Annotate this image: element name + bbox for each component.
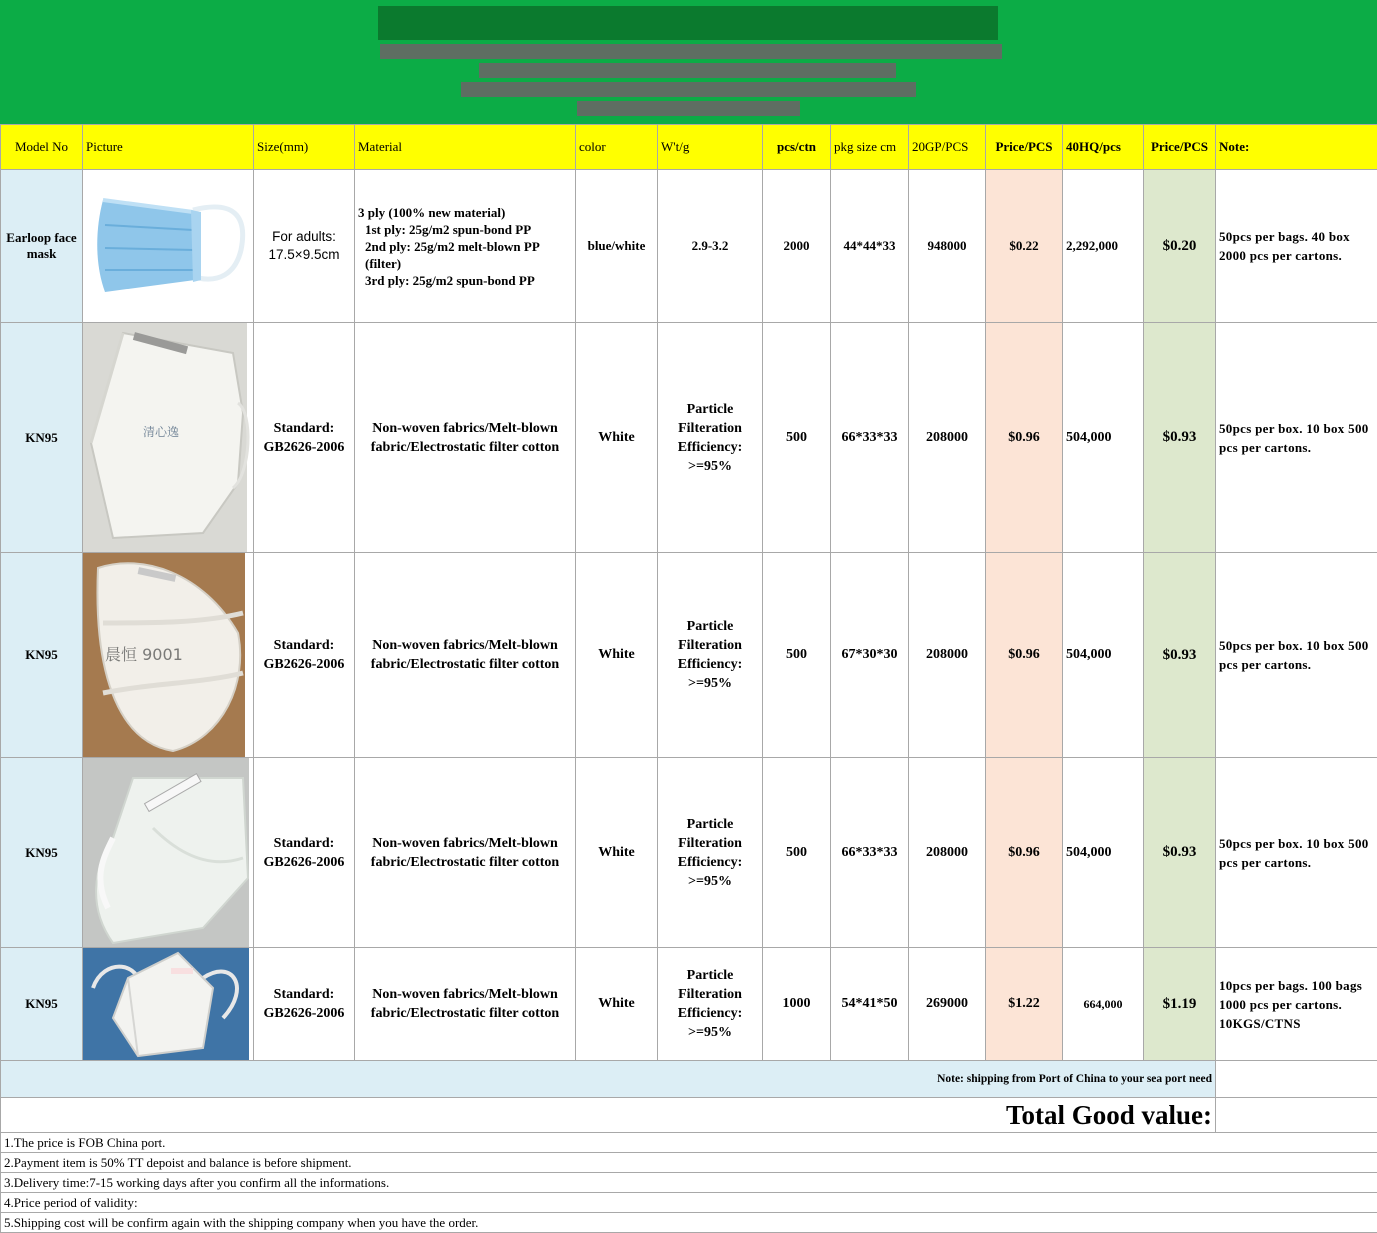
- shipping-value-cell: [1216, 1061, 1377, 1098]
- price-20gp-cell: $0.96: [986, 553, 1063, 758]
- pcs-ctn-cell: 500: [763, 758, 831, 948]
- color-cell: blue/white: [576, 170, 658, 323]
- note-cell: 50pcs per bags. 40 box 2000 pcs per cartons.: [1216, 170, 1377, 323]
- hq40-cell: 2,292,000: [1063, 170, 1144, 323]
- price-20gp-cell: $0.22: [986, 170, 1063, 323]
- table-row: [1, 323, 1377, 553]
- header-size: Size(mm): [254, 125, 355, 170]
- header-pkg-size: pkg size cm: [831, 125, 909, 170]
- term-item: 5.Shipping cost will be confirm again with the shipping company when you have the order.: [1, 1213, 1377, 1233]
- product-photo: [83, 948, 254, 1061]
- product-photo: [83, 323, 254, 553]
- material-line: 3rd ply: 25g/m2 spun-bond PP: [358, 272, 572, 289]
- pkg-size-cell: 66*33*33: [831, 758, 909, 948]
- redacted-subtitle-bar: [479, 63, 896, 78]
- price-40hq-cell: $0.93: [1144, 553, 1216, 758]
- color-cell: White: [576, 758, 658, 948]
- pcs-ctn-cell: 500: [763, 553, 831, 758]
- header-material: Material: [355, 125, 576, 170]
- note-cell: 50pcs per box. 10 box 500 pcs per cartons.: [1216, 758, 1377, 948]
- price-40hq-cell: $0.93: [1144, 323, 1216, 553]
- term-row: [1, 1173, 1377, 1193]
- size-cell: Standard: GB2626-2006: [254, 758, 355, 948]
- kn95-mask-icon: [83, 758, 254, 947]
- redacted-subtitle-bar: [461, 82, 916, 97]
- material-line: 2nd ply: 25g/m2 melt-blown PP (filter): [358, 238, 572, 272]
- note-cell: 50pcs per box. 10 box 500 pcs per cartons.: [1216, 553, 1377, 758]
- pcs-ctn-cell: 1000: [763, 948, 831, 1061]
- product-photo-print: 晨恒 9001: [105, 645, 183, 664]
- gp20-cell: 948000: [909, 170, 986, 323]
- material-cell: Non-woven fabrics/Melt-blown fabric/Electrostatic filter cotton: [355, 948, 576, 1061]
- weight-cell: 2.9-3.2: [658, 170, 763, 323]
- term-item: 1.The price is FOB China port.: [1, 1133, 1377, 1153]
- weight-cell: Particle Filteration Efficiency: >=95%: [658, 948, 763, 1061]
- model-cell: KN95: [1, 948, 83, 1061]
- hq40-cell: 504,000: [1063, 758, 1144, 948]
- size-cell: Standard: GB2626-2006: [254, 323, 355, 553]
- model-cell: KN95: [1, 323, 83, 553]
- size-cell: For adults: 17.5×9.5cm: [254, 170, 355, 323]
- model-cell: KN95: [1, 758, 83, 948]
- kn95-mask-icon: [83, 323, 254, 552]
- note-cell: 10pcs per bags. 100 bags 1000 pcs per cartons. 10KGS/CTNS: [1216, 948, 1377, 1061]
- size-cell: Standard: GB2626-2006: [254, 553, 355, 758]
- header-40hq: 40HQ/pcs: [1063, 125, 1144, 170]
- title-banner: [0, 0, 1377, 124]
- hq40-cell: 504,000: [1063, 323, 1144, 553]
- redacted-subtitle-bar: [577, 101, 800, 116]
- term-item: 2.Payment item is 50% TT depoist and balance is before shipment.: [1, 1153, 1377, 1173]
- kn95-mask-icon: [83, 948, 254, 1060]
- color-cell: White: [576, 553, 658, 758]
- weight-cell: Particle Filteration Efficiency: >=95%: [658, 553, 763, 758]
- weight-cell: Particle Filteration Efficiency: >=95%: [658, 758, 763, 948]
- color-cell: White: [576, 948, 658, 1061]
- pkg-size-cell: 44*44*33: [831, 170, 909, 323]
- header-20gp: 20GP/PCS: [909, 125, 986, 170]
- hq40-cell: 664,000: [1063, 948, 1144, 1061]
- header-price-40hq: Price/PCS: [1144, 125, 1216, 170]
- pkg-size-cell: 66*33*33: [831, 323, 909, 553]
- pkg-size-cell: 67*30*30: [831, 553, 909, 758]
- model-cell: Earloop face mask: [1, 170, 83, 323]
- header-color: color: [576, 125, 658, 170]
- price-40hq-cell: $0.20: [1144, 170, 1216, 323]
- gp20-cell: 208000: [909, 758, 986, 948]
- table-row: [1, 948, 1377, 1061]
- material-line: 1st ply: 25g/m2 spun-bond PP: [358, 221, 572, 238]
- pkg-size-cell: 54*41*50: [831, 948, 909, 1061]
- price-40hq-cell: $0.93: [1144, 758, 1216, 948]
- price-40hq-cell: $1.19: [1144, 948, 1216, 1061]
- term-row: [1, 1153, 1377, 1173]
- table-row: [1, 170, 1377, 323]
- header-pcs-ctn: pcs/ctn: [763, 125, 831, 170]
- term-item: 4.Price period of validity:: [1, 1193, 1377, 1213]
- redacted-title-bar: [378, 6, 998, 40]
- shipping-note-row: [1, 1061, 1377, 1098]
- weight-cell: Particle Filteration Efficiency: >=95%: [658, 323, 763, 553]
- table-row: [1, 758, 1377, 948]
- gp20-cell: 208000: [909, 553, 986, 758]
- product-photo: [83, 758, 254, 948]
- table-row: [1, 553, 1377, 758]
- total-label: Total Good value:: [1, 1098, 1216, 1133]
- header-note: Note:: [1216, 125, 1377, 170]
- price-20gp-cell: $0.96: [986, 323, 1063, 553]
- material-line: 3 ply (100% new material): [358, 204, 572, 221]
- product-photo: [83, 553, 254, 758]
- price-20gp-cell: $1.22: [986, 948, 1063, 1061]
- material-cell: Non-woven fabrics/Melt-blown fabric/Electrostatic filter cotton: [355, 758, 576, 948]
- total-value-cell: [1216, 1098, 1377, 1133]
- size-cell: Standard: GB2626-2006: [254, 948, 355, 1061]
- pcs-ctn-cell: 2000: [763, 170, 831, 323]
- header-price-20gp: Price/PCS: [986, 125, 1063, 170]
- kn95-mask-icon: [83, 553, 254, 757]
- product-photo: [83, 170, 254, 323]
- hq40-cell: 504,000: [1063, 553, 1144, 758]
- material-cell: Non-woven fabrics/Melt-blown fabric/Electrostatic filter cotton: [355, 323, 576, 553]
- header-picture: Picture: [83, 125, 254, 170]
- header-weight: W't/g: [658, 125, 763, 170]
- material-cell: [355, 170, 576, 323]
- shipping-note: Note: shipping from Port of China to your sea port need: [1, 1061, 1216, 1098]
- model-cell: KN95: [1, 553, 83, 758]
- term-row: [1, 1193, 1377, 1213]
- header-model-no: Model No: [1, 125, 83, 170]
- term-row: [1, 1133, 1377, 1153]
- gp20-cell: 269000: [909, 948, 986, 1061]
- price-table: [0, 124, 1377, 1233]
- blue-surgical-mask-icon: [83, 170, 254, 322]
- header-row: [1, 125, 1377, 170]
- svg-text:清心逸: 清心逸: [143, 424, 179, 439]
- material-cell: Non-woven fabrics/Melt-blown fabric/Electrostatic filter cotton: [355, 553, 576, 758]
- note-cell: 50pcs per box. 10 box 500 pcs per cartons.: [1216, 323, 1377, 553]
- gp20-cell: 208000: [909, 323, 986, 553]
- total-row: [1, 1098, 1377, 1133]
- color-cell: White: [576, 323, 658, 553]
- redacted-subtitle-bar: [380, 44, 1002, 59]
- pcs-ctn-cell: 500: [763, 323, 831, 553]
- price-20gp-cell: $0.96: [986, 758, 1063, 948]
- term-item: 3.Delivery time:7-15 working days after you confirm all the informations.: [1, 1173, 1377, 1193]
- term-row: [1, 1213, 1377, 1233]
